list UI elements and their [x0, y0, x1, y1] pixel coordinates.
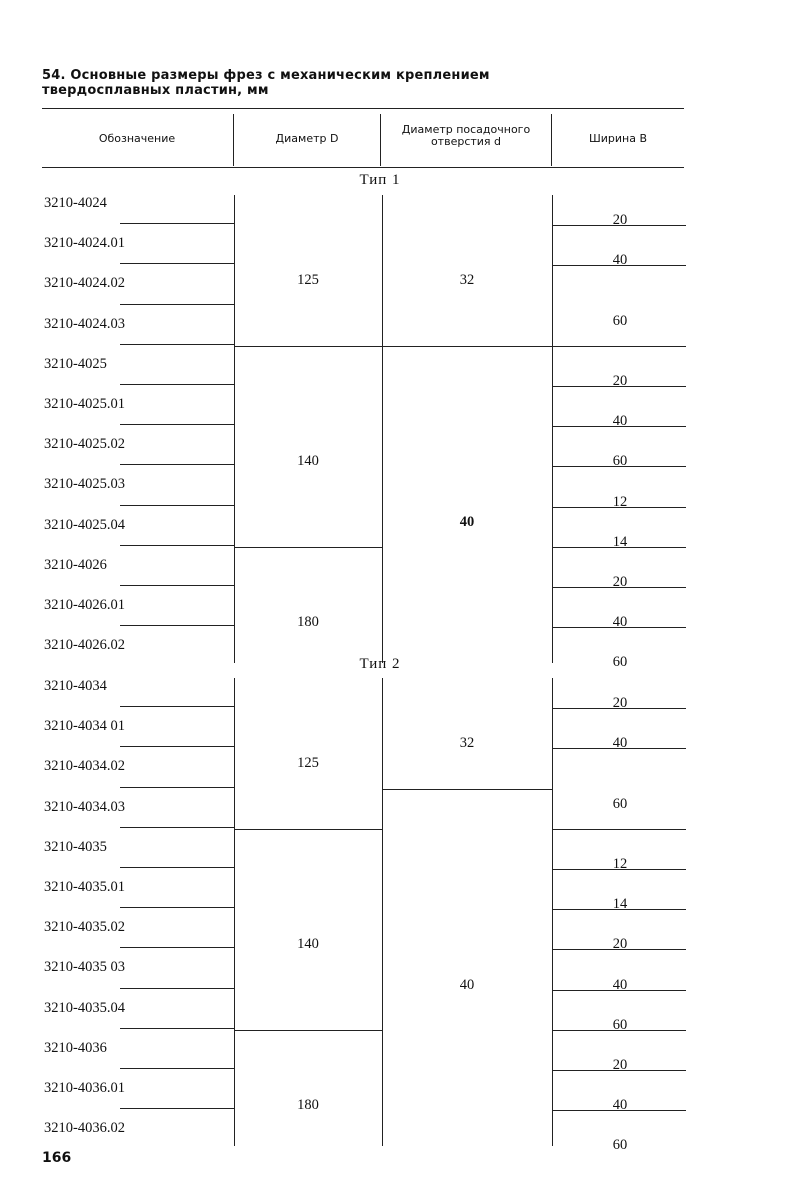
designation-cell: 3210-4036.02 — [44, 1120, 125, 1137]
designation-cell: 3210-4035.01 — [44, 879, 125, 895]
header-diameter: Диаметр D — [275, 132, 339, 145]
width-cell: 60 — [612, 654, 628, 671]
header-divider — [380, 114, 381, 166]
row-rule — [120, 827, 234, 828]
width-rule — [552, 869, 686, 870]
row-rule — [120, 505, 234, 506]
group-rule — [382, 789, 552, 790]
width-rule — [552, 225, 686, 226]
header-bore: Диаметр посадочного отверстия d — [401, 123, 531, 148]
width-rule — [552, 990, 686, 991]
designation-cell: 3210-4026.02 — [44, 637, 125, 654]
width-cell: 12 — [612, 855, 628, 872]
designation-cell: 3210-4025.03 — [44, 476, 125, 493]
width-cell: 40 — [612, 1097, 628, 1114]
row-rule — [120, 1028, 234, 1029]
width-cell: 60 — [612, 795, 628, 812]
width-cell: 40 — [612, 614, 628, 631]
designation-cell: 3210-4024.03 — [44, 315, 125, 332]
designation-cell: 3210-4024.01 — [44, 235, 125, 252]
width-cell: 40 — [612, 413, 628, 430]
width-cell: 20 — [612, 1056, 628, 1073]
width-rule — [552, 829, 686, 830]
column-rule — [234, 195, 235, 663]
width-rule — [552, 507, 686, 508]
header-bottom-rule — [42, 167, 684, 168]
title-line-2: твердосплавных пластин, мм — [42, 83, 269, 98]
width-cell: 60 — [612, 312, 628, 329]
header-width: Ширина B — [588, 132, 648, 145]
designation-cell: 3210-4025.02 — [44, 436, 125, 453]
width-rule — [552, 1030, 686, 1031]
width-rule — [552, 587, 686, 588]
row-rule — [120, 263, 234, 264]
designation-cell: 3210-4025 — [44, 355, 107, 372]
group-rule — [382, 346, 552, 347]
designation-cell: 3210-4024 — [44, 195, 107, 211]
group-rule — [234, 547, 382, 548]
designation-cell: 3210-4034 01 — [44, 718, 125, 735]
width-cell: 20 — [612, 936, 628, 953]
width-rule — [552, 547, 686, 548]
row-rule — [120, 706, 234, 707]
column-rule — [234, 678, 235, 1146]
group-rule — [234, 1030, 382, 1031]
row-rule — [120, 464, 234, 465]
diameter-cell: 125 — [297, 272, 319, 289]
diameter-cell: 180 — [297, 614, 319, 631]
row-rule — [120, 947, 234, 948]
row-rule — [120, 344, 234, 345]
header-designation: Обозначение — [98, 132, 176, 145]
title-line-1: 54. Основные размеры фрез с механическим креплением — [42, 68, 490, 83]
width-cell: 60 — [612, 1137, 628, 1154]
width-cell: 40 — [612, 252, 628, 269]
width-cell: 60 — [612, 1016, 628, 1033]
bore-cell: 40 — [459, 976, 475, 993]
width-rule — [552, 748, 686, 749]
bore-cell: 32 — [459, 735, 475, 752]
diameter-cell: 125 — [297, 755, 319, 772]
row-rule — [120, 867, 234, 868]
diameter-cell: 180 — [297, 1097, 319, 1114]
bore-cell: 40 — [459, 513, 475, 530]
designation-cell: 3210-4035.02 — [44, 919, 125, 936]
designation-cell: 3210-4034 — [44, 678, 107, 694]
width-cell: 14 — [612, 896, 628, 913]
designation-cell: 3210-4026.01 — [44, 597, 125, 613]
row-rule — [120, 746, 234, 747]
bore-cell: 32 — [459, 272, 475, 289]
group-rule — [234, 829, 382, 830]
width-rule — [552, 627, 686, 628]
designation-cell: 3210-4024.02 — [44, 275, 125, 292]
designation-cell: 3210-4034.03 — [44, 798, 125, 815]
row-rule — [120, 1068, 234, 1069]
width-cell: 20 — [612, 372, 628, 389]
width-rule — [552, 265, 686, 266]
width-rule — [552, 949, 686, 950]
width-rule — [552, 466, 686, 467]
width-cell: 20 — [612, 695, 628, 712]
row-rule — [120, 988, 234, 989]
designation-cell: 3210-4035.04 — [44, 999, 125, 1016]
diameter-cell: 140 — [297, 453, 319, 470]
diameter-cell: 140 — [297, 936, 319, 953]
width-rule — [552, 909, 686, 910]
width-rule — [552, 426, 686, 427]
width-rule — [552, 1070, 686, 1071]
width-cell: 20 — [612, 573, 628, 590]
designation-cell: 3210-4035 03 — [44, 959, 125, 976]
section-label: Тип 1 — [359, 172, 401, 188]
row-rule — [120, 304, 234, 305]
row-rule — [120, 223, 234, 224]
width-cell: 40 — [612, 976, 628, 993]
designation-cell: 3210-4036 — [44, 1039, 107, 1056]
designation-cell: 3210-4036.01 — [44, 1080, 125, 1096]
table-top-rule — [42, 108, 684, 109]
designation-cell: 3210-4035 — [44, 838, 107, 855]
width-rule — [552, 346, 686, 347]
width-rule — [552, 386, 686, 387]
width-cell: 20 — [612, 212, 628, 229]
designation-cell: 3210-4034.02 — [44, 758, 125, 775]
width-cell: 14 — [612, 533, 628, 550]
designation-cell: 3210-4025.04 — [44, 516, 125, 533]
row-rule — [120, 424, 234, 425]
row-rule — [120, 585, 234, 586]
row-rule — [120, 907, 234, 908]
width-cell: 60 — [612, 453, 628, 470]
column-rule — [382, 678, 383, 1146]
row-rule — [120, 787, 234, 788]
row-rule — [120, 625, 234, 626]
row-rule — [120, 1108, 234, 1109]
row-rule — [120, 545, 234, 546]
width-rule — [552, 708, 686, 709]
row-rule — [120, 384, 234, 385]
width-rule — [552, 1110, 686, 1111]
width-cell: 12 — [612, 493, 628, 510]
group-rule — [234, 346, 382, 347]
page-number: 166 — [42, 1150, 72, 1166]
width-cell: 40 — [612, 735, 628, 752]
designation-cell: 3210-4026 — [44, 556, 107, 573]
column-rule — [382, 195, 383, 663]
section-label: Тип 2 — [359, 656, 401, 672]
designation-cell: 3210-4025.01 — [44, 396, 125, 412]
